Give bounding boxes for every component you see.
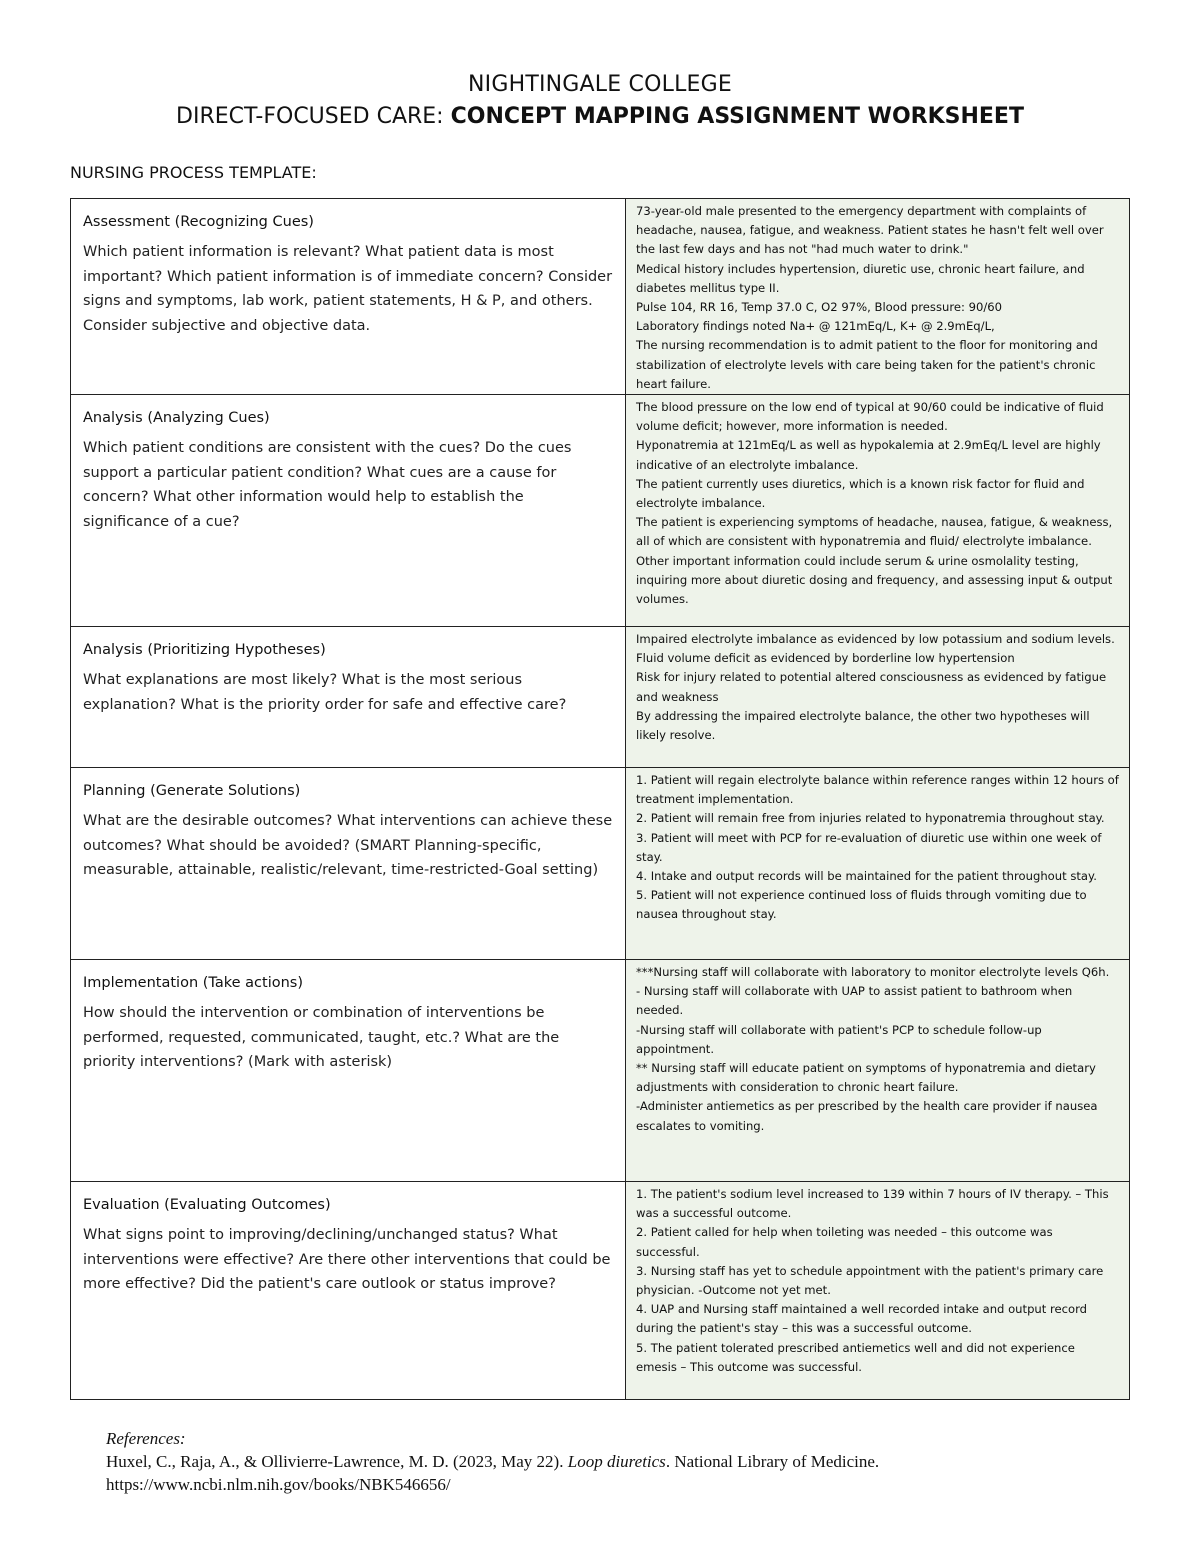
worksheet-title xyxy=(0,104,1200,129)
answer-line: 1. Patient will regain electrolyte balance within reference ranges within 12 hours of treatment implementation. xyxy=(636,773,1119,807)
answer-line: ** Nursing staff will educate patient on symptoms of hyponatremia and dietary adjustments with consideration to chronic heart failure. xyxy=(636,1061,1096,1095)
nursing-process-table xyxy=(70,198,1130,1400)
step-question: What explanations are most likely? What is the most serious explanation? What is the priority order for safe and effective care? xyxy=(83,672,567,713)
answer-line: 4. Intake and output records will be maintained for the patient throughout stay. xyxy=(636,869,1097,884)
answer-line: Pulse 104, RR 16, Temp 37.0 C, O2 97%, Blood pressure: 90/60 xyxy=(636,300,1002,315)
answer-line: The patient currently uses diuretics, which is a known risk factor for fluid and electrolyte imbalance. xyxy=(636,476,1085,511)
answer-cell[interactable] xyxy=(626,1182,1130,1400)
answer-line: Hyponatremia at 121mEq/L as well as hypokalemia at 2.9mEq/L level are highly indicative of an electrolyte imbalance. xyxy=(636,438,1101,472)
worksheet-title-bold: CONCEPT MAPPING ASSIGNMENT WORKSHEET xyxy=(450,104,1024,129)
table-row xyxy=(71,199,1130,395)
answer-line: Medical history includes hypertension, diuretic use, chronic heart failure, and diabetes mellitus type II. xyxy=(636,261,1085,295)
step-question: Which patient conditions are consistent with the cues? Do the cues support a particular patient condition? What cues are a cause for concern? What other information would help to establish the significance of a cue? xyxy=(83,440,572,530)
prompt-cell xyxy=(71,199,626,395)
step-question: How should the intervention or combination of interventions be performed, requested, communicated, taught, etc.? What are the priority interventions? (Mark with asterisk) xyxy=(83,1005,560,1071)
reference-citation: Huxel, C., Raja, A., & Ollivierre-Lawrence, M. D. (2023, May 22). Loop diuretics. National Library of Medicine. xyxy=(106,1452,880,1471)
prompt-cell xyxy=(71,1182,626,1400)
answer-line: 2. Patient called for help when toileting was needed – this outcome was successful. xyxy=(636,1225,1053,1259)
table-row xyxy=(71,395,1130,627)
prompt-cell xyxy=(71,768,626,960)
step-question: Which patient information is relevant? What patient data is most important? Which patient information is of immediate concern? Consider signs and symptoms, lab work, patient statements, H & P, and others. Consider subjective and objective data. xyxy=(83,244,613,334)
table-row xyxy=(71,1182,1130,1400)
answer-line: 2. Patient will remain free from injuries related to hyponatremia throughout stay. xyxy=(636,811,1105,826)
answer-line: The patient is experiencing symptoms of headache, nausea, fatigue, & weakness, all of which are consistent with hyponatremia and fluid/ electrolyte imbalance. xyxy=(636,515,1113,549)
answer-line: The nursing recommendation is to admit patient to the floor for monitoring and stabilization of electrolyte levels with care being taken for the patient's chronic heart failure. xyxy=(636,338,1098,391)
answer-line: Impaired electrolyte imbalance as evidenced by low potassium and sodium levels. xyxy=(636,632,1115,647)
step-heading: Analysis (Prioritizing Hypotheses) xyxy=(83,642,326,659)
answer-line: 1. The patient's sodium level increased to 139 within 7 hours of IV therapy. – This was a successful outcome. xyxy=(636,1187,1109,1221)
answer-line: Fluid volume deficit as evidenced by borderline low hypertension xyxy=(636,651,1015,666)
answer-line: Risk for injury related to potential altered consciousness as evidenced by fatigue and weakness xyxy=(636,670,1107,704)
step-heading: Implementation (Take actions) xyxy=(83,975,303,992)
answer-line: 5. The patient tolerated prescribed antiemetics well and did not experience emesis – This outcome was successful. xyxy=(636,1340,1075,1374)
step-heading: Evaluation (Evaluating Outcomes) xyxy=(83,1197,331,1214)
table-row xyxy=(71,960,1130,1182)
answer-line: 73-year-old male presented to the emergency department with complaints of headache, nausea, fatigue, and weakness. Patient states he hasn't felt well over the last few days and has not "had much water to drink." xyxy=(636,204,1104,257)
answer-line: Laboratory findings noted Na+ @ 121mEq/L, K+ @ 2.9mEq/L, xyxy=(636,319,995,334)
step-heading: Planning (Generate Solutions) xyxy=(83,783,301,800)
table-row xyxy=(71,627,1130,768)
answer-cell[interactable] xyxy=(626,199,1130,395)
answer-line: 3. Patient will meet with PCP for re-evaluation of diuretic use within one week of stay. xyxy=(636,830,1102,864)
step-heading: Assessment (Recognizing Cues) xyxy=(83,214,314,230)
answer-line: - Nursing staff will collaborate with UAP to assist patient to bathroom when needed. xyxy=(636,984,1073,1018)
answer-line: By addressing the impaired electrolyte balance, the other two hypotheses will likely resolve. xyxy=(636,708,1090,743)
answer-cell[interactable] xyxy=(626,627,1130,768)
references xyxy=(106,1427,879,1496)
prompt-cell xyxy=(71,627,626,768)
reference-title: Loop diuretics xyxy=(567,1452,666,1471)
answer-line: The blood pressure on the low end of typical at 90/60 could be indicative of fluid volume deficit; however, more information is needed. xyxy=(636,400,1104,434)
worksheet-title-prefix: DIRECT-FOCUSED CARE: xyxy=(176,104,451,129)
answer-cell[interactable] xyxy=(626,960,1130,1182)
prompt-cell xyxy=(71,960,626,1182)
step-heading: Analysis (Analyzing Cues) xyxy=(83,410,270,427)
answer-line: 3. Nursing staff has yet to schedule appointment with the patient's primary care physician. -Outcome not yet met. xyxy=(636,1263,1104,1298)
college-title: NIGHTINGALE COLLEGE xyxy=(467,72,732,97)
template-label: NURSING PROCESS TEMPLATE: xyxy=(70,163,317,182)
step-question: What are the desirable outcomes? What interventions can achieve these outcomes? What should be avoided? (SMART Planning-specific, measurable, attainable, realistic/relevant, time-restricted-Goal setting) xyxy=(83,813,613,879)
answer-cell[interactable] xyxy=(626,395,1130,627)
reference-url[interactable]: https://www.ncbi.nlm.nih.gov/books/NBK546656/ xyxy=(106,1475,451,1494)
answer-cell[interactable] xyxy=(626,768,1130,960)
references-label: References: xyxy=(106,1429,186,1448)
answer-line: -Administer antiemetics as per prescribed by the health care provider if nausea escalates to vomiting. xyxy=(636,1099,1098,1133)
answer-line: 4. UAP and Nursing staff maintained a well recorded intake and output record during the patient's stay – this was a successful outcome. xyxy=(636,1302,1088,1336)
table-row xyxy=(71,768,1130,960)
answer-line: ***Nursing staff will collaborate with laboratory to monitor electrolyte levels Q6h. xyxy=(636,965,1110,980)
step-question: What signs point to improving/declining/unchanged status? What interventions were effective? Are there other interventions that could be more effective? Did the patient's care outlook or status improve? xyxy=(83,1227,611,1293)
answer-line: -Nursing staff will collaborate with patient's PCP to schedule follow-up appointment. xyxy=(636,1022,1042,1056)
answer-line: 5. Patient will not experience continued loss of fluids through vomiting due to nausea throughout stay. xyxy=(636,888,1087,922)
prompt-cell xyxy=(71,395,626,627)
answer-line: Other important information could include serum & urine osmolality testing, inquiring more about diuretic dosing and frequency, and assessing input & output volumes. xyxy=(636,553,1113,607)
